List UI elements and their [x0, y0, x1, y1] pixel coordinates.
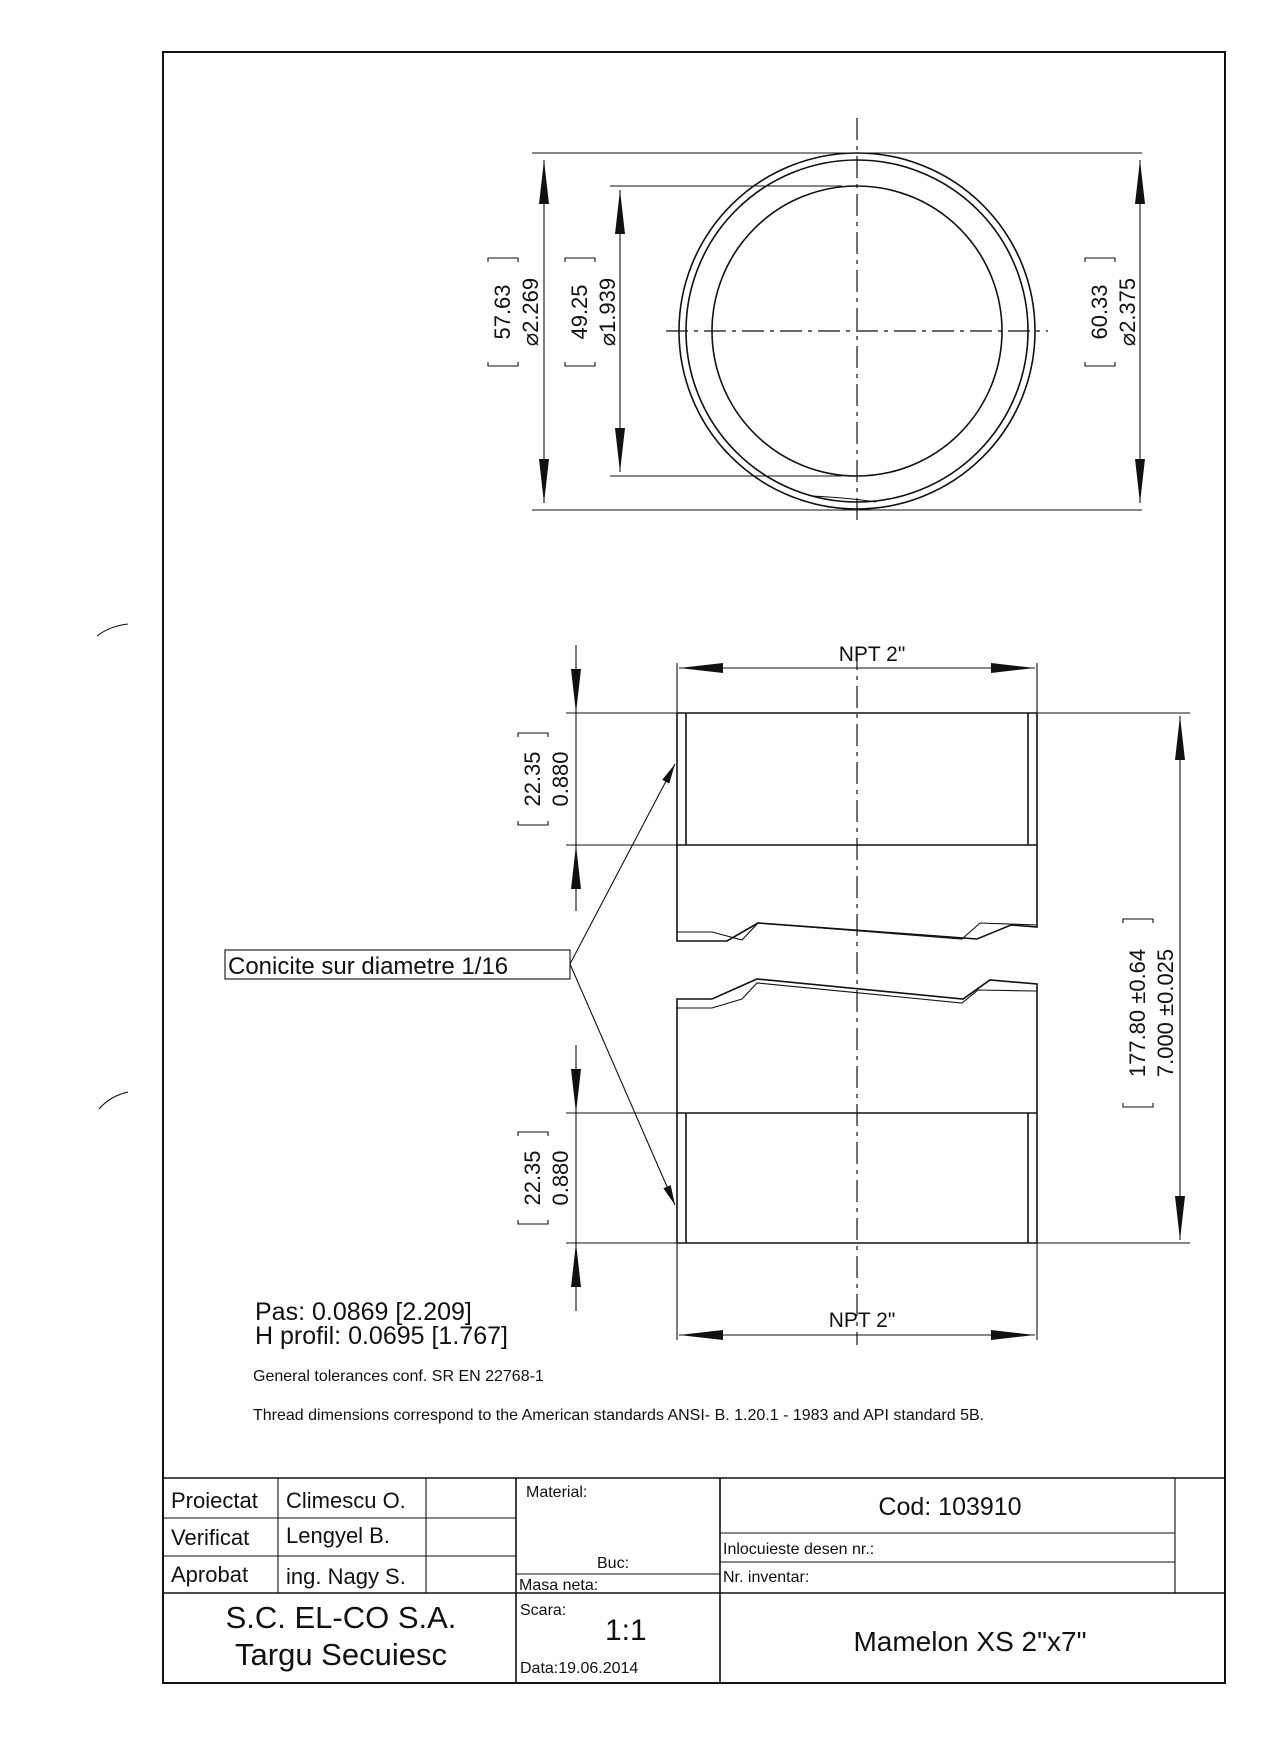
scale-value: 1:1: [605, 1614, 647, 1647]
dim-outer-right-mm: 60.33: [1087, 284, 1112, 340]
drawing-code: Cod: 103910: [878, 1493, 1022, 1521]
drawing-date: Data:19.06.2014: [520, 1660, 639, 1677]
taper-note: Conicite sur diametre 1/16: [228, 953, 509, 980]
thread-len-top-mm: 22.35: [520, 751, 545, 807]
taper-leader-up: [570, 764, 675, 964]
scale-label: Scara:: [520, 1602, 567, 1619]
checked-label: Verificat: [171, 1525, 250, 1550]
replaces-label: Inlocuieste desen nr.:: [723, 1541, 875, 1558]
top-view: [488, 118, 1142, 525]
scan-mark: [97, 624, 128, 636]
approved-label: Aprobat: [171, 1562, 249, 1587]
thread-standard-note: Thread dimensions correspond to the American standards ANSI- B. 1.20.1 - 1983 and API standard 5B.: [253, 1407, 985, 1424]
pitch-note: Pas: 0.0869 [2.209]: [255, 1298, 472, 1326]
inventory-label: Nr. inventar:: [723, 1569, 810, 1586]
material-label: Material:: [526, 1484, 588, 1501]
dim-outer-left-in: ⌀2.269: [518, 277, 543, 347]
approved-by: ing. Nagy S.: [286, 1564, 406, 1589]
net-mass-label: Masa neta:: [519, 1577, 599, 1594]
quantity-label: Buc:: [597, 1555, 630, 1572]
company-name: S.C. EL-CO S.A.: [225, 1600, 457, 1635]
dim-inner-in: ⌀1.939: [595, 277, 620, 347]
npt-bottom-label: NPT 2": [828, 1309, 896, 1332]
dim-outer-right-in: ⌀2.375: [1115, 277, 1140, 347]
thread-len-top-in: 0.880: [548, 751, 573, 807]
thread-len-bottom-in: 0.880: [548, 1150, 573, 1206]
npt-top-label: NPT 2": [838, 643, 906, 666]
profile-height-note: H profil: 0.0695 [1.767]: [255, 1322, 508, 1350]
scan-mark: [99, 1092, 128, 1109]
title-block: [163, 1478, 1225, 1683]
designed-label: Proiectat: [171, 1488, 258, 1513]
total-len-mm: 177.80 ±0.64: [1125, 948, 1150, 1078]
total-len-in: 7.000 ±0.025: [1153, 948, 1178, 1078]
dim-inner-mm: 49.25: [567, 284, 592, 340]
dim-outer-left-mm: 57.63: [490, 284, 515, 340]
company-city: Targu Secuiesc: [235, 1637, 447, 1672]
thread-len-bottom-mm: 22.35: [520, 1150, 545, 1206]
checked-by: Lengyel B.: [286, 1523, 390, 1548]
side-view: [225, 643, 1190, 1345]
drawing-frame: [163, 52, 1225, 1683]
designed-by: Climescu O.: [286, 1488, 406, 1513]
taper-leader-down: [570, 964, 675, 1205]
part-name: Mamelon XS 2"x7": [853, 1626, 1087, 1657]
general-tolerances-note: General tolerances conf. SR EN 22768-1: [253, 1368, 544, 1385]
